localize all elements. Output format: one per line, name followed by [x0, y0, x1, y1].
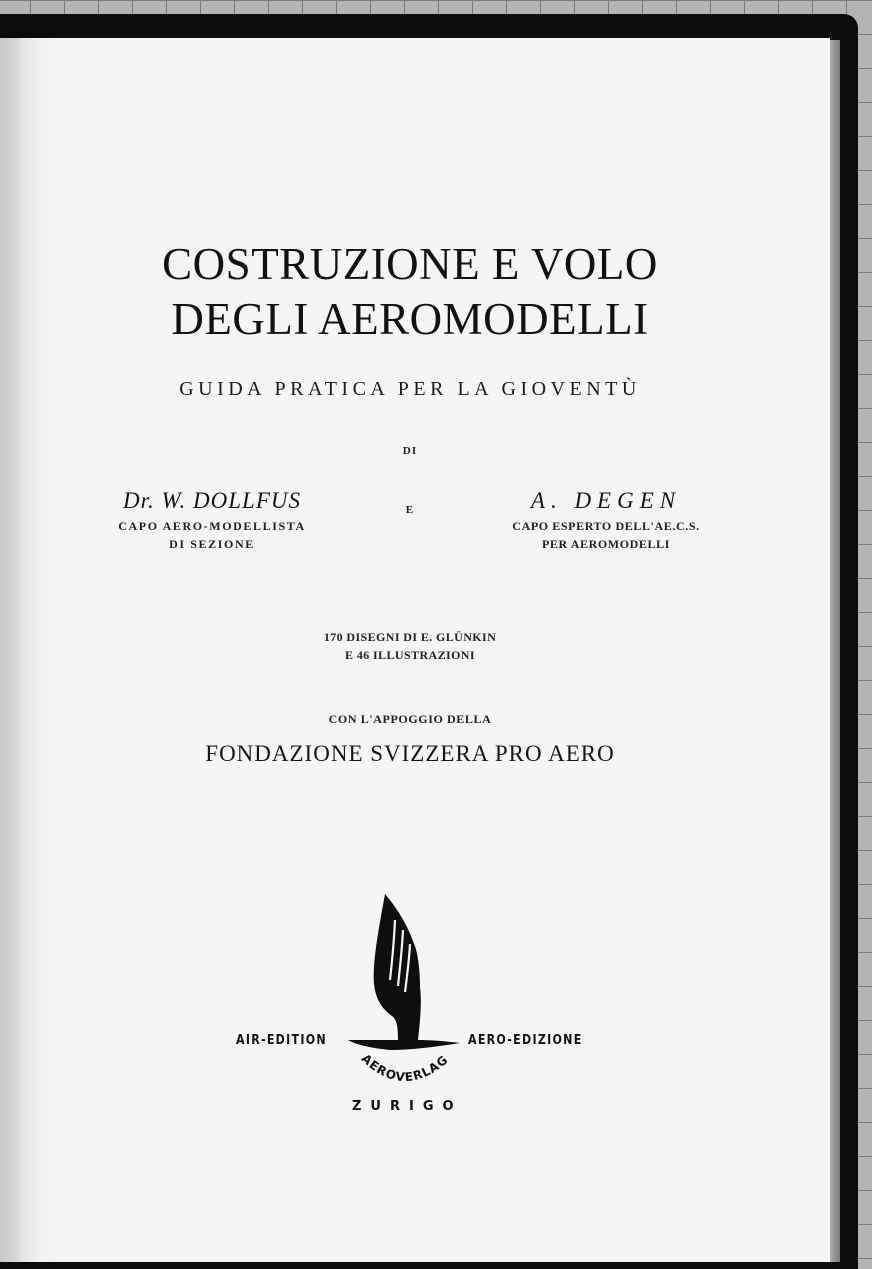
support-wrap [0, 712, 820, 727]
subtitle: GUIDA PRATICA PER LA GIOVENTÙ [179, 378, 641, 400]
title-line-1: COSTRUZIONE E VOLO [162, 239, 658, 289]
illustrations-line-1: 170 DISEGNI DI E. GLÜNKIN [323, 630, 497, 644]
author-1 [78, 488, 346, 553]
wing-bird-icon [340, 892, 470, 1092]
title-line-2: DEGLI AEROMODELLI [171, 294, 649, 344]
subtitle-wrap [0, 378, 820, 401]
by-label: DI [402, 445, 418, 457]
author-1-role-2: DI SEZIONE [169, 537, 255, 551]
illustrations-line-2: E 46 ILLUSTRAZIONI [345, 648, 475, 662]
support-label: CON L'APPOGGIO DELLA [328, 712, 492, 726]
author-2-role-1: CAPO ESPERTO DELL'AE.C.S. [512, 519, 700, 533]
author-2-role-2: PER AEROMODELLI [541, 537, 670, 551]
by-wrap [0, 441, 820, 459]
illustrations-credit [0, 628, 820, 664]
and-label: E [405, 504, 415, 516]
author-1-role-1: CAPO AERO-MODELLISTA [118, 519, 306, 533]
author-2 [476, 488, 736, 553]
foundation-name: FONDAZIONE SVIZZERA PRO AERO [205, 741, 615, 766]
publisher-city: ZURIGO [352, 1099, 463, 1114]
svg-text:AEROVERLAG [359, 1051, 451, 1084]
logo-arc-text: AEROVERLAG [358, 1051, 452, 1085]
author-2-name: A. DEGEN [530, 488, 682, 513]
air-edition-label: AIR-EDITION [236, 1033, 327, 1048]
author-1-name: Dr. W. DOLLFUS [122, 488, 302, 513]
book-title-2 [0, 294, 820, 344]
foundation-wrap [0, 741, 820, 767]
aero-edizione-label: AERO-EDIZIONE [468, 1033, 583, 1048]
book-title [0, 239, 820, 289]
